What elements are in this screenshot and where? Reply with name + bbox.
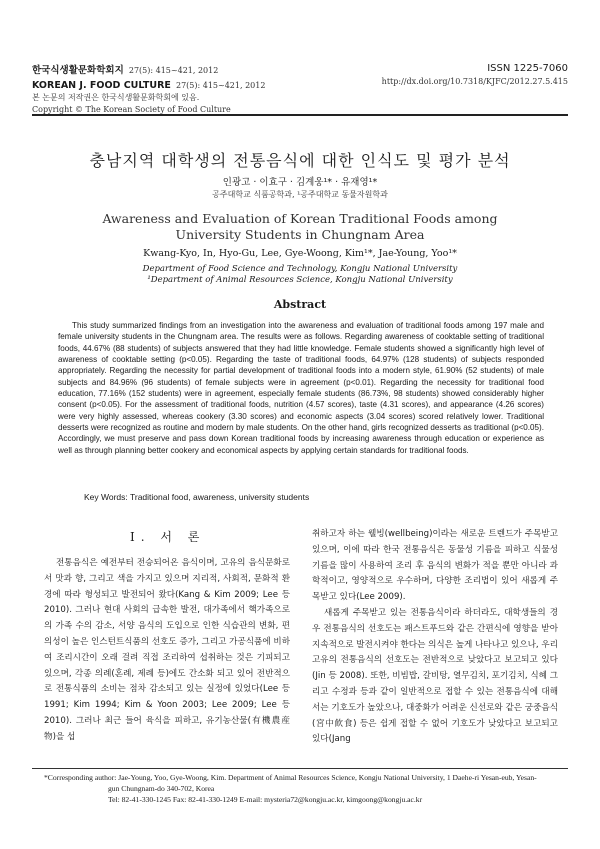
affiliation-en-2: ¹Department of Animal Resources Science, Kongju National University [147, 275, 453, 285]
issn-block [382, 62, 568, 88]
keywords: Key Words: Traditional food, awareness, university students [84, 492, 310, 502]
title-en [0, 211, 600, 243]
right-column [312, 527, 558, 748]
title-kr: 충남지역 대학생의 전통음식에 대한 인식도 및 평가 분석 [89, 151, 511, 170]
intro-paragraph-2: 새롭게 주목받고 있는 전통음식이라 하더라도, 대학생들의 경우 전통음식의 선호도는 패스트푸드와 같은 간편식에 영향을 받아 지속적으로 발전시켜야 한다는 의식은 높게 나타나고 있으나, 우리 고유의 전통음식의 선호도는 전반적으로 낮았다고 보고되고 있다(Jin 등 2008). 또한, 비빔밥, 갈비탕, 열무김치, 포기김치, 식혜 그리고 수정과 등과 같이 일반적으로 접할 수 있는 전통음식에 대해서는 기호도가 높았으나, 대중화가 어려운 신선로와 같은 궁중음식(宮中飮食) 등은 쉽게 접할 수 없어 기호도가 낮았다고 보고되고 있다(Jang [312, 607, 558, 745]
intro-paragraph-1-cont: 취하고자 하는 웰빙(wellbeing)이라는 새로운 트렌드가 주목받고 있으며, 이에 따라 한국 전통음식은 동물성 기름을 피하고 식물성 기름을 많이 사용하여 조리 후 음식의 변화가 적을 뿐만 아니라 과학적이고, 영양적으로 우수하며, 다양한 조리법이 있어 새롭게 주목받고 있다(Lee 2009). [312, 529, 558, 603]
title-en-line2: University Students in Chungnam Area [175, 227, 425, 242]
footnote-rule [32, 768, 568, 769]
footnote-line1: *Corresponding author: Jae-Young, Yoo, Gye-Woong, Kim. Department of Animal Resources Science, Kongju National University, 1 Daehe-ri Yesan-eub, Yesan- [44, 773, 537, 782]
intro-paragraph-1: 전통음식은 예전부터 전승되어온 음식이며, 고유의 음식문화로서 맛과 향, 그리고 색을 가지고 있으며 지리적, 사회적, 문화적 환경에 따라 형성되고 발전되어 왔다(Kang & Kim 2009; Lee 등 2010). 그러나 현대 사회의 급속한 발전, 대가족에서 핵가족으로의 가족 수의 감소, 서양 음식의 도입으로 인한 식습관의 변화, 편의성이 높은 인스턴트식품의 선호도 증가, 그리고 가공식품에 비하여 조리시간이 오래 걸려 직접 조리하여 섭취하는 것은 기피되고 있으며, 각종 의례(혼례, 제례 등)에도 간소화 되고 있어 전반적으로 전통식품의 소비는 점차 감소되고 있는 실정에 있었다(Lee 등 1991; Kim 1994; Kim & Yoon 2003; Lee 2009; Lee 등 2010). 그러나 최근 들어 육식을 피하고, 유기농산물(有機農産物)을 섭 [44, 558, 290, 742]
affiliation-en [0, 264, 600, 286]
issn: ISSN 1225-7060 [487, 63, 568, 74]
authors-en: Kwang-Kyo, In, Hyo-Gu, Lee, Gye-Woong, Kim¹*, Jae-Young, Yoo¹* [143, 248, 457, 259]
journal-title-en: KOREAN J. FOOD CULTURE [32, 80, 171, 91]
section-heading-introduction: Ⅰ. 서 론 [130, 530, 206, 544]
left-column [44, 556, 290, 746]
affiliation-en-1: Department of Food Science and Technology, Kongju National University [142, 264, 458, 274]
title-en-line1: Awareness and Evaluation of Korean Traditional Foods among [102, 211, 498, 226]
affiliation-kr: 공주대학교 식품공학과, ¹공주대학교 동물자원학과 [212, 190, 388, 199]
copyright-en: Copyright © The Korean Society of Food Culture [32, 105, 231, 114]
footnote-line3: Tel: 82-41-330-1245 Fax: 82-41-330-1249 E-mail: mysteria72@kongju.ac.kr, kimgoong@kongju.ac.kr [108, 795, 423, 804]
footnote-line2: gun Chungnam-do 340-702, Korea [108, 784, 215, 793]
abstract-text: This study summarized findings from an investigation into the awareness and evaluation of traditional foods among 197 male and female university students in the Chungnam area. The results were as follows. Regarding awareness of cooktable setting of traditional foods, 44.67% (88 students) of subjects answered that they had little knowledge. Female students showed a significantly high level of awareness of cooktable setting (p<0.05). Regarding the taste of traditional foods, 64.97% (128 students) of subjects responded appropriately. Regarding the necessity for partial development of traditional foods into a modern style, 61.90% (52 students) of male subjects and 84.96% (96 students) of female subjects were in agreement (p<0.01). Regarding the necessity for traditional food education, 77.16% (152 students) were in agreement, especially female students (86.73%, 98 students) showed considerably higher consent (p<0.05). For the assessment of traditional foods, nutrition (4.57 scores), taste (4.31 scores), and appearance (4.26 scores) were very highly assessed, whereas cookery (3.30 scores) and economic aspects (3.04 scores) scored relatively lower. Traditional desserts were recognized as routine and modern by male students. On the other hand, girls recognized desserts as traditional (p<0.05). Accordingly, we must preserve and pass down Korean traditional foods by increasing awareness through education or experience as well as through planning better cookery and economical aspects by applying certain standards for traditional foods. [58, 321, 544, 455]
corresponding-author-footnote [44, 772, 564, 805]
header-rule [32, 114, 568, 116]
copyright-kr: 본 논문의 저작권은 한국식생활문화학회에 있음. [32, 93, 200, 102]
journal-volume-kr: 27(5): 415~421, 2012 [128, 66, 219, 75]
journal-volume-en: 27(5): 415~421, 2012 [175, 81, 266, 90]
abstract-heading: Abstract [273, 298, 327, 311]
journal-header [32, 62, 265, 116]
journal-title-kr: 한국식생활문화학회지 [32, 65, 124, 76]
authors-kr: 인광고 · 이효구 · 김계웅¹* · 유재영¹* [222, 177, 378, 188]
doi-link[interactable]: http://dx.doi.org/10.7318/KJFC/2012.27.5.415 [381, 77, 568, 86]
